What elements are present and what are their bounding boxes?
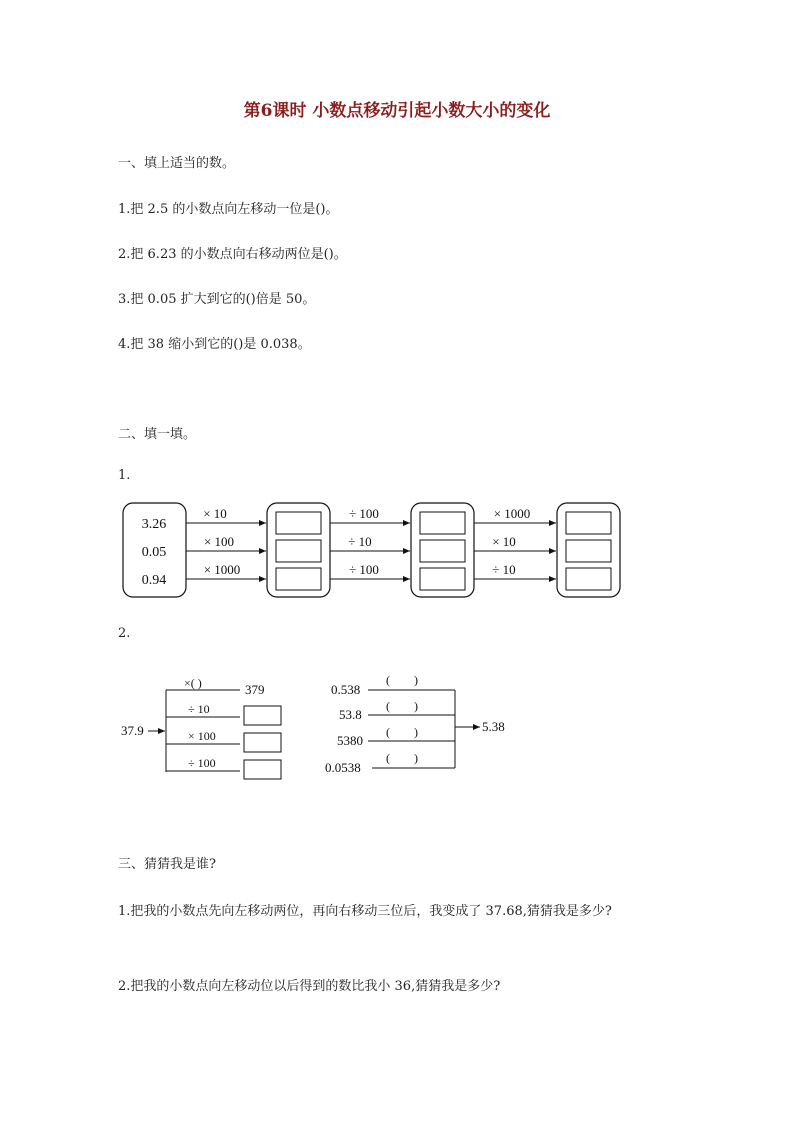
answer-box[interactable] — [420, 512, 465, 534]
answer-box[interactable] — [244, 733, 281, 752]
converge-diagram-right — [320, 670, 520, 785]
q2-label: 2. — [118, 626, 131, 641]
converge-result: 5.38 — [482, 719, 505, 734]
op-stage1-2: × 100 — [203, 534, 235, 549]
section1-item-1: 1.把 2.5 的小数点向左移动一位是()。 — [118, 202, 339, 217]
branch-diagram-left — [110, 670, 290, 785]
op-stage2-1: ÷ 100 — [349, 506, 379, 521]
blank-2: ( ) — [386, 699, 418, 713]
section1-item-2: 2.把 6.23 的小数点向右移动两位是()。 — [118, 247, 347, 262]
input-number-3: 5380 — [337, 733, 363, 748]
branch-op-2: ÷ 10 — [188, 702, 210, 716]
answer-box[interactable] — [420, 568, 465, 590]
op-stage3-1: × 1000 — [493, 506, 531, 521]
page-title: 第6课时 小数点移动引起小数大小的变化 — [243, 101, 551, 121]
start-value-2: 0.05 — [141, 545, 167, 560]
op-stage1-3: × 1000 — [203, 562, 241, 577]
section3-heading: 三、猜猜我是谁? — [118, 857, 216, 872]
section1-item-3: 3.把 0.05 扩大到它的()倍是 50。 — [118, 292, 316, 307]
operation-chain-diagram — [110, 495, 630, 605]
branch-result-1: 379 — [245, 682, 265, 697]
answer-box[interactable] — [420, 540, 465, 562]
section3-item-1: 1.把我的小数点先向左移动两位，再向右移动三位后，我变成了 37.68,猜猜我是多少? — [118, 904, 612, 919]
section1-item-4: 4.把 38 缩小到它的()是 0.038。 — [118, 337, 311, 352]
answer-box[interactable] — [276, 568, 321, 590]
section3-item-2: 2.把我的小数点向左移动位以后得到的数比我小 36,猜猜我是多少? — [118, 979, 501, 994]
answer-box[interactable] — [244, 706, 281, 725]
section1-heading: 一、填上适当的数。 — [118, 156, 236, 171]
op-stage3-2: × 10 — [492, 534, 516, 549]
blank-3: ( ) — [386, 725, 418, 739]
branch-op-3: × 100 — [188, 729, 216, 743]
op-stage2-3: ÷ 100 — [349, 562, 379, 577]
answer-box[interactable] — [566, 512, 611, 534]
op-stage2-2: ÷ 10 — [348, 534, 372, 549]
q1-label: 1. — [118, 468, 131, 483]
input-number-1: 0.538 — [331, 682, 361, 697]
answer-box[interactable] — [566, 540, 611, 562]
blank-4: ( ) — [386, 751, 418, 765]
answer-box[interactable] — [244, 760, 281, 779]
start-value-3: 0.94 — [141, 573, 167, 588]
branch-op-1: ×( ) — [184, 676, 202, 690]
section2-heading: 二、填一填。 — [118, 427, 197, 442]
op-stage1-1: × 10 — [203, 506, 227, 521]
blank-1: ( ) — [386, 673, 418, 687]
answer-box[interactable] — [566, 568, 611, 590]
start-value-1: 3.26 — [141, 517, 167, 532]
branch-op-4: ÷ 100 — [188, 756, 216, 770]
answer-box[interactable] — [276, 540, 321, 562]
input-number-2: 53.8 — [339, 707, 362, 722]
op-stage3-3: ÷ 10 — [492, 562, 516, 577]
start-number: 37.9 — [121, 723, 144, 738]
input-number-4: 0.0538 — [325, 760, 361, 775]
answer-box[interactable] — [276, 512, 321, 534]
